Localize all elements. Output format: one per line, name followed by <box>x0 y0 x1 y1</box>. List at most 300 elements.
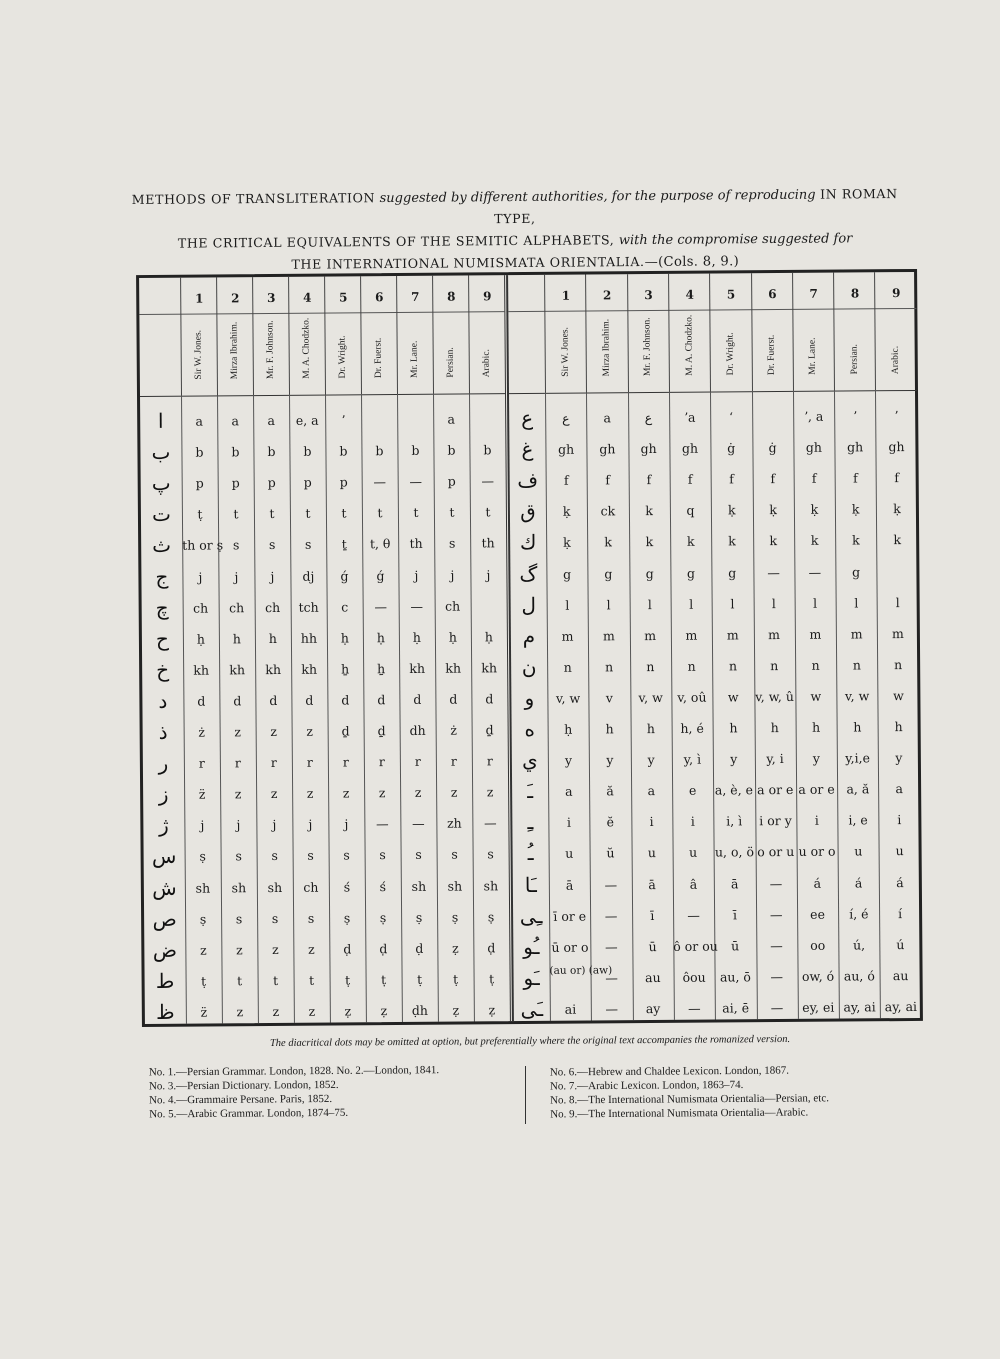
table-row <box>509 431 917 465</box>
column-authority-name: Persian. <box>445 347 456 378</box>
transliteration-cell: j <box>198 569 203 585</box>
table-row <box>510 462 918 496</box>
transliteration-cell: p <box>231 475 240 491</box>
transliteration-cell: u or o <box>798 843 836 860</box>
transliteration-cell: g <box>686 565 696 581</box>
transliteration-cell: f <box>687 471 693 487</box>
title-part-5: with the compromise suggested for <box>618 231 853 249</box>
transliteration-cell: t <box>341 505 347 521</box>
column-number: 3 <box>267 290 276 306</box>
transliteration-cell: n <box>894 656 903 672</box>
transliteration-cell: h <box>646 721 655 737</box>
transliteration-cell: y, ì <box>683 751 702 767</box>
transliteration-cell: ẓ <box>380 1003 388 1019</box>
transliteration-cell: — <box>376 816 389 832</box>
transliteration-cell: y <box>606 752 614 768</box>
column-authority-name: Sir W. Jones. <box>193 329 204 380</box>
transliteration-cell: i <box>814 813 819 829</box>
transliteration-cell: ḳ <box>727 502 736 518</box>
table-row <box>142 652 507 686</box>
table-row <box>512 804 920 838</box>
transliteration-cell: í, é <box>849 905 869 922</box>
transliteration-cell: d <box>341 692 350 708</box>
transliteration-cell: ow, ó <box>801 968 835 984</box>
transliteration-cell: ee <box>810 906 825 922</box>
transliteration-cell: b <box>303 443 312 459</box>
transliteration-cell: h <box>894 719 903 735</box>
table-row <box>511 618 919 652</box>
right-column-header <box>585 274 628 392</box>
table-row <box>510 493 918 527</box>
transliteration-cell: h <box>605 721 614 737</box>
transliteration-cell: a <box>195 413 203 429</box>
transliteration-cell: u, o, ö <box>714 844 754 860</box>
transliteration-cell: kh <box>265 661 282 677</box>
transliteration-cell: t <box>485 504 491 520</box>
transliteration-cell: i or y <box>759 813 792 829</box>
transliteration-cell: t <box>413 505 419 521</box>
transliteration-cell: ḥ <box>484 628 493 645</box>
transliteration-cell: d <box>269 692 278 708</box>
transliteration-cell: — <box>688 1000 701 1016</box>
transliteration-cell: k <box>852 532 860 548</box>
transliteration-cell: w <box>893 687 904 704</box>
transliteration-cell: sh <box>411 878 427 894</box>
arabic-letter: ر <box>158 750 169 776</box>
transliteration-cell: p <box>267 475 276 491</box>
transliteration-cell: s <box>343 847 350 863</box>
transliteration-cell: t <box>273 972 279 988</box>
transliteration-cell: z <box>306 785 314 801</box>
title-part-2: suggested by different authorities, for the purpose of reproducing <box>379 187 816 207</box>
transliteration-cell: l <box>606 596 611 612</box>
arabic-letter: ق <box>520 499 536 524</box>
transliteration-cell: sh <box>231 879 247 895</box>
right-header <box>508 272 917 394</box>
transliteration-cell: ĕ <box>606 814 615 830</box>
arabic-letter: ن <box>521 654 537 679</box>
transliteration-cell: a <box>267 412 275 429</box>
table-row <box>144 839 509 873</box>
title-part-1: METHODS OF TRANSLITERATION <box>131 190 376 208</box>
arabic-letter: ك <box>519 530 537 555</box>
arabic-letter: چ <box>155 595 169 620</box>
left-column-header <box>360 276 398 394</box>
transliteration-cell: hh <box>300 630 318 646</box>
column-authority-name: Arabic. <box>890 345 901 375</box>
transliteration-cell: ṭ <box>381 971 387 987</box>
transliteration-cell: dh <box>409 722 426 738</box>
transliteration-cell: n <box>811 657 820 673</box>
table-row <box>511 587 919 621</box>
transliteration-cell: ʼ <box>852 408 857 424</box>
transliteration-cell: — <box>687 907 700 923</box>
transliteration-cell: a <box>564 783 573 799</box>
transliteration-cell: kh <box>409 660 426 676</box>
transliteration-cell: kh <box>229 662 246 678</box>
transliteration-cell: ḳ <box>769 502 777 518</box>
arabic-letter: ـُ <box>527 841 534 866</box>
transliteration-cell: l <box>895 594 900 610</box>
arabic-letter: ـِ <box>527 810 534 835</box>
column-number: 3 <box>644 288 653 303</box>
transliteration-cell: r <box>306 754 313 770</box>
column-authority-name: M. A. Chodzko. <box>683 314 695 376</box>
transliteration-cell: ḳ <box>893 501 901 517</box>
transliteration-cell: ôou <box>682 969 706 985</box>
transliteration-cell: t, θ <box>369 536 391 552</box>
column-number: 2 <box>231 291 240 306</box>
transliteration-cell: au, ō <box>719 969 751 985</box>
transliteration-cell: c <box>341 599 349 615</box>
transliteration-cell: tch <box>298 599 319 615</box>
column-authority-name: Mr. F. Johnson. <box>265 320 276 380</box>
transliteration-cell: ă <box>606 783 614 799</box>
transliteration-cell: gh <box>681 440 699 456</box>
transliteration-cell: ḥ <box>448 629 457 645</box>
transliteration-cell: h <box>729 720 738 736</box>
arabic-letter: ع <box>521 405 534 431</box>
left-column-header <box>252 277 290 395</box>
transliteration-cell: ch <box>193 600 209 616</box>
transliteration-cell: ʼ, a <box>803 408 824 424</box>
transliteration-cell: ḏ <box>485 722 494 738</box>
left-column-header <box>216 277 254 395</box>
transliteration-cell: m <box>561 628 574 644</box>
column-number: 7 <box>410 289 420 304</box>
transliteration-cell: n <box>687 658 696 674</box>
transliteration-cell: ū or o <box>551 939 589 955</box>
transliteration-cell <box>752 401 794 432</box>
transliteration-cell: m <box>768 626 781 642</box>
column-authority-name: Sir W. Jones. <box>560 327 571 377</box>
transliteration-cell: d <box>197 693 206 709</box>
transliteration-cell: z <box>308 1003 316 1019</box>
arabic-letter: ژ <box>158 813 169 838</box>
transliteration-cell: r <box>234 755 241 771</box>
transliteration-cell: b <box>339 443 348 459</box>
transliteration-cell: m <box>644 627 657 643</box>
transliteration-cell: f <box>770 471 776 487</box>
transliteration-cell: ī or e <box>553 908 587 924</box>
transliteration-cell: z <box>270 786 278 802</box>
transliteration-cell: ch <box>303 879 319 895</box>
transliteration-cell: gh <box>888 439 905 455</box>
table-row <box>510 524 918 558</box>
references-left <box>149 1063 509 1122</box>
transliteration-cell: a <box>603 410 611 426</box>
transliteration-cell: ẓ <box>488 1002 496 1018</box>
transliteration-cell: v, w, û <box>755 688 794 705</box>
transliteration-cell: s <box>415 847 422 863</box>
transliteration-cell: l <box>689 596 694 612</box>
transliteration-cell: v <box>605 690 613 706</box>
transliteration-cell: sh <box>447 878 463 894</box>
transliteration-cell: ī <box>650 907 655 923</box>
transliteration-cell: ṣ <box>199 911 207 927</box>
transliteration-cell: s <box>235 910 243 926</box>
transliteration-cell: d <box>377 692 386 708</box>
transliteration-cell: y <box>564 752 573 768</box>
transliteration-cell: ḏ <box>377 723 386 739</box>
column-number: 2 <box>602 288 612 303</box>
transliteration-cell: ā <box>565 877 574 893</box>
table-row <box>512 742 920 776</box>
transliteration-cell: — <box>604 876 618 892</box>
transliteration-cell: q <box>686 502 695 519</box>
transliteration-cell: — <box>373 474 386 490</box>
transliteration-cell: ṣ <box>199 848 206 864</box>
transliteration-cell: — <box>374 598 387 614</box>
transliteration-cell: j <box>236 817 241 833</box>
transliteration-cell: j <box>272 817 277 833</box>
left-column-header <box>396 276 434 394</box>
arabic-letter: د <box>158 688 168 713</box>
transliteration-cell: z̈ <box>200 1004 208 1020</box>
transliteration-cell: t <box>309 972 315 988</box>
transliteration-cell: m <box>850 626 863 642</box>
arabic-letter: ش <box>152 875 177 900</box>
title-part-6: THE INTERNATIONAL NUMISMATA ORIENTALIA. <box>291 253 645 272</box>
transliteration-cell: ai <box>564 1001 577 1017</box>
column-authority-name: Dr. Wright. <box>725 332 736 376</box>
left-column-header <box>432 275 470 393</box>
table-row <box>144 870 509 904</box>
transliteration-cell: u <box>565 846 574 862</box>
transliteration-cell: ǵ <box>376 567 385 583</box>
transliteration-cell: z <box>272 941 279 957</box>
transliteration-cell: z <box>450 784 458 800</box>
transliteration-cell: a <box>231 413 239 429</box>
transliteration-cell: ṭ <box>197 506 203 522</box>
transliteration-cell: r <box>450 753 457 769</box>
transliteration-cell: ṣ <box>343 910 351 926</box>
table-row <box>141 559 506 593</box>
left-column-header <box>468 275 506 393</box>
transliteration-cell: — <box>767 564 780 580</box>
transliteration-cell: g <box>852 563 861 579</box>
table-row <box>141 496 506 530</box>
table-row <box>513 960 921 994</box>
transliteration-cell: gh <box>805 439 822 455</box>
transliteration-cell: k <box>645 534 654 550</box>
transliteration-cell: ŭ <box>606 845 615 861</box>
transliteration-cell: o or u <box>757 844 795 860</box>
arabic-letter: ص <box>152 906 177 931</box>
transliteration-cell: b <box>483 442 492 458</box>
transliteration-cell: ḏ <box>341 723 350 739</box>
transliteration-cell: l <box>771 595 776 611</box>
transliteration-cell <box>397 404 433 435</box>
transliteration-cell: u <box>647 845 656 861</box>
transliteration-cell: í <box>898 905 903 921</box>
transliteration-cell: ô or ou <box>673 938 718 954</box>
transliteration-cell: z <box>236 941 243 958</box>
transliteration-cell: — <box>409 474 422 490</box>
transliteration-cell: r <box>198 755 205 771</box>
transliteration-cell: b <box>267 444 276 460</box>
transliteration-cell: kh <box>481 660 498 676</box>
transliteration-cell: ś <box>343 878 351 894</box>
transliteration-cell: z <box>414 785 422 801</box>
transliteration-cell: v, w <box>638 689 663 706</box>
transliteration-cell: j <box>270 568 275 584</box>
transliteration-cell: z <box>234 724 242 740</box>
arabic-letter: ـَ <box>527 779 534 804</box>
transliteration-cell: n <box>770 657 779 673</box>
transliteration-cell: ch <box>445 598 461 614</box>
table-row <box>143 745 508 779</box>
transliteration-cell: p <box>447 473 456 489</box>
transliteration-cell: y <box>895 750 903 766</box>
transliteration-cell: ś <box>379 878 387 894</box>
table-row <box>143 807 508 841</box>
transliteration-cell: s <box>307 848 314 864</box>
transliteration-cell: sh <box>483 877 499 893</box>
arabic-letter: ه <box>524 716 535 742</box>
transliteration-cell: ẓ <box>344 1003 352 1019</box>
table-row <box>143 714 508 748</box>
transliteration-cell: s <box>232 537 240 553</box>
transliteration-cell: u <box>895 843 904 859</box>
transliteration-cell: i <box>897 812 902 828</box>
transliteration-cell: ay, ai <box>843 999 876 1015</box>
transliteration-cell: ǵ <box>340 567 349 583</box>
table-left-half <box>139 275 511 1024</box>
transliteration-cell: ḥ <box>412 629 422 645</box>
transliteration-cell: k <box>893 532 902 548</box>
transliteration-cell <box>471 590 507 621</box>
right-column-header <box>874 272 917 390</box>
arabic-letter: ط <box>155 968 175 993</box>
transliteration-cell: r <box>486 753 493 769</box>
arabic-letter: پ <box>151 471 171 496</box>
transliteration-cell: d <box>485 691 494 707</box>
arabic-letter: س <box>151 844 177 869</box>
arabic-letter: ح <box>155 626 169 651</box>
transliteration-cell: ẓ <box>452 1002 460 1018</box>
transliteration-cell: g <box>604 565 613 581</box>
transliteration-cell: i, ì <box>726 813 743 829</box>
table-row <box>513 929 921 963</box>
transliteration-cell: ch <box>265 599 281 615</box>
transliteration-cell: w <box>727 689 739 705</box>
references-divider <box>525 1066 526 1124</box>
transliteration-cell: k <box>769 533 778 549</box>
transliteration-cell: t <box>449 504 455 520</box>
transliteration-cell: ḍ <box>379 940 388 956</box>
transliteration-cell: — <box>412 816 425 832</box>
table-row <box>511 649 919 683</box>
transliteration-cell: zh <box>446 815 462 831</box>
transliteration-cell: m <box>602 628 615 644</box>
transliteration-cell: s <box>235 848 242 864</box>
arabic-letter: ـِى <box>519 903 543 928</box>
right-column-header <box>833 272 876 390</box>
transliteration-cell: ḍ <box>343 941 352 957</box>
table-row <box>142 621 507 655</box>
transliteration-cell: h <box>232 630 242 647</box>
transliteration-cell: l <box>730 595 735 612</box>
transliteration-cell: gh <box>847 439 864 455</box>
table-row <box>512 773 920 807</box>
transliteration-cell: ey, ei <box>802 999 835 1015</box>
transliteration-cell: a, è, e <box>714 782 754 798</box>
transliteration-cell: v, w <box>555 690 581 706</box>
transliteration-cell: ẖ <box>377 660 386 676</box>
transliteration-cell: — <box>770 999 784 1016</box>
transliteration-cell: gh <box>640 441 657 457</box>
transliteration-cell: h, é <box>680 720 704 736</box>
table-row <box>144 963 509 997</box>
arabic-letter: ت <box>151 502 171 527</box>
column-number: 1 <box>561 288 571 303</box>
transliteration-cell: v, oû <box>677 689 707 705</box>
transliteration-cell: ḥ <box>376 629 386 645</box>
column-number: 5 <box>338 290 348 305</box>
transliteration-cell: b <box>447 442 456 458</box>
transliteration-cell: a or e <box>798 781 835 798</box>
left-header <box>139 275 505 397</box>
transliteration-cell: au <box>892 967 909 983</box>
transliteration-cell: k <box>728 533 736 549</box>
transliteration-cell: ع <box>562 410 570 426</box>
transliteration-cell: e <box>688 782 697 798</box>
transliteration-cell: sh <box>267 879 283 895</box>
transliteration-cell: l <box>565 597 570 613</box>
transliteration-cell: — <box>605 1001 619 1017</box>
table-right-half <box>506 272 922 1021</box>
transliteration-cell: á <box>854 874 863 890</box>
column-number: 6 <box>374 290 384 305</box>
left-column-header <box>324 276 362 394</box>
transliteration-cell: e, a <box>295 412 319 428</box>
transliteration-cell: ṣ <box>415 909 423 925</box>
transliteration-cell: n <box>728 658 738 674</box>
title-part-7: —(Cols. 8, 9.) <box>644 254 740 270</box>
reference-note: No. 4.—Grammaire Persane. Paris, 1852. <box>149 1092 333 1107</box>
reference-note: No. 6.—Hebrew and Chaldee Lexicon. London, 1867. <box>549 1064 790 1079</box>
transliteration-cell: ḍ <box>415 940 424 956</box>
transliteration-cell: g <box>562 566 572 582</box>
right-column-header <box>544 275 587 393</box>
transliteration-cell: z <box>306 723 314 739</box>
column-number: 9 <box>482 289 492 304</box>
column-authority-name: Mirza Ibrahim. <box>229 321 240 380</box>
arabic-letter: ـَى <box>520 996 544 1021</box>
transliteration-cell: h <box>811 719 821 735</box>
table-row <box>511 680 919 714</box>
transliteration-cell: i <box>690 814 695 830</box>
transliteration-cell: t <box>269 506 275 522</box>
transliteration-cell: f <box>646 472 652 488</box>
transliteration-cell: — <box>484 815 497 831</box>
column-authority-name: Mirza Ibrahim. <box>601 318 612 377</box>
column-number: 7 <box>809 286 818 301</box>
arabic-letter: خ <box>156 657 170 682</box>
transliteration-cell: z <box>200 942 207 958</box>
transliteration-cell: — <box>770 937 783 953</box>
transliteration-cell <box>877 555 919 586</box>
transliteration-cell: s <box>304 537 312 553</box>
column-number: 4 <box>302 290 312 305</box>
transliteration-cell: ż <box>450 722 457 738</box>
transliteration-cell: j <box>486 566 491 582</box>
transliteration-cell: ay, ai <box>884 998 918 1015</box>
table-row <box>145 994 510 1028</box>
transliteration-cell: ū <box>648 938 657 954</box>
transliteration-cell: n <box>563 659 572 675</box>
